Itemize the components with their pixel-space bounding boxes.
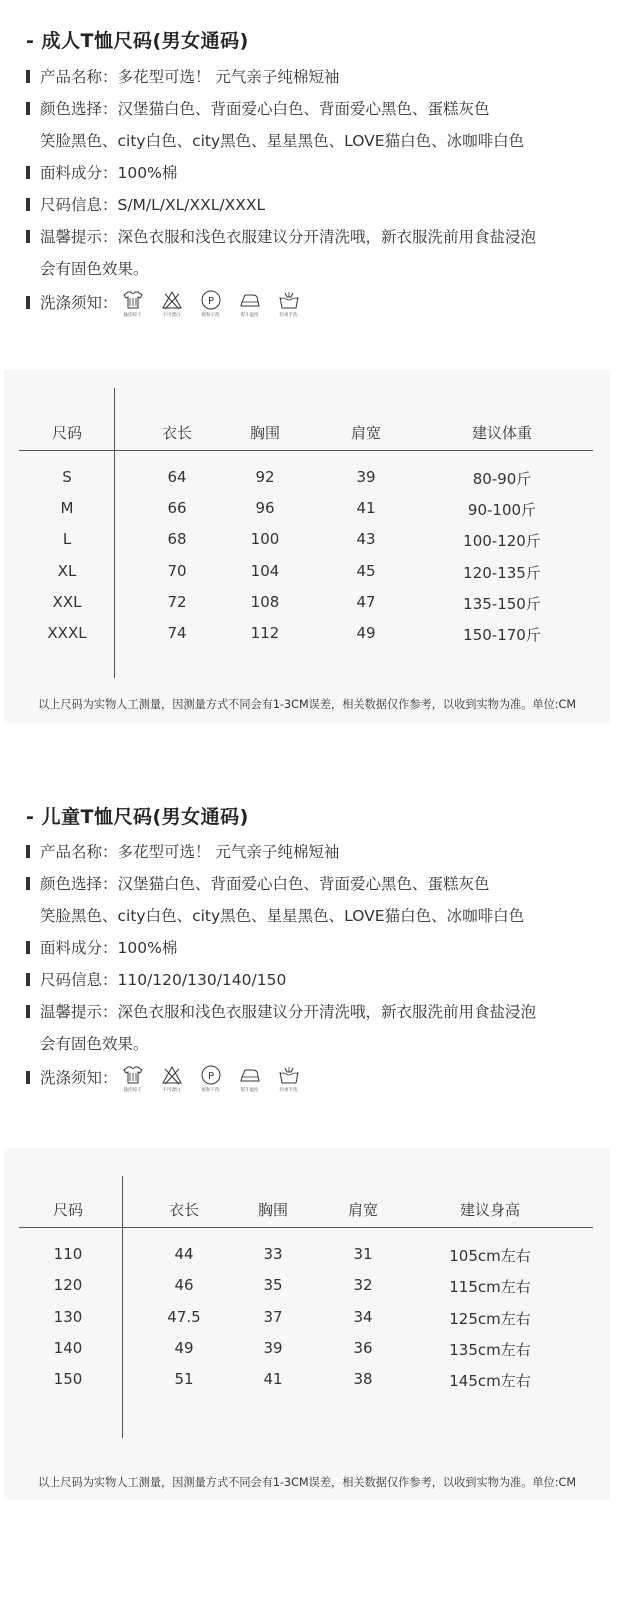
table-cell: 36: [353, 1339, 373, 1357]
adult-sizes: 尺码信息：S/M/L/XL/XXL/XXXL: [40, 196, 266, 214]
kids-care-label: 洗涤须知：: [40, 1069, 118, 1087]
table-cell: 35: [263, 1276, 283, 1294]
table-cell: 108: [250, 593, 280, 611]
care-caption: 轻柔手洗: [279, 1088, 298, 1093]
dry-clean-p-icon: [196, 289, 226, 318]
table-header-divider: [19, 450, 593, 451]
kids-colors-line2: 笑脸黑色、city白色、city黑色、星星黑色、LOVE猫白色、冰咖啡白色: [40, 907, 525, 925]
dry-clean-p-icon: [196, 1064, 226, 1093]
care-caption: 熨斗温度: [240, 1088, 259, 1093]
table-cell: 39: [263, 1339, 283, 1357]
care-caption: 缓和干洗: [201, 313, 220, 318]
kids-care-icons: [118, 1064, 304, 1093]
adult-product-name-row: [26, 61, 626, 93]
header-cell: 建议体重: [471, 424, 533, 442]
kids-tips-row: [26, 996, 626, 1028]
adult-tips-line1: 温馨提示：深色衣服和浅色衣服建议分开清洗哦，新衣服洗前用食盐浸泡: [40, 228, 537, 246]
table-cell: 140: [53, 1339, 83, 1357]
table-cell: 80-90斤: [472, 470, 532, 488]
table-cell: 135cm左右: [449, 1341, 531, 1359]
kids-info-list: [26, 836, 626, 1094]
table-cell: 104: [250, 562, 280, 580]
adult-measurement-note: 以上尺码为实物人工测量，因测量方式不同会有1-3CM误差，相关数据仅作参考，以收到实物为准。单位:CM: [37, 698, 577, 711]
iron-low-icon: [235, 1064, 265, 1093]
kids-tips-line1: 温馨提示：深色衣服和浅色衣服建议分开清洗哦，新衣服洗前用食盐浸泡: [40, 1003, 537, 1021]
table-cell: 150: [53, 1370, 83, 1388]
table-cell: L: [62, 530, 72, 548]
table-cell: 105cm左右: [449, 1247, 531, 1265]
table-cell: 41: [263, 1370, 283, 1388]
care-caption: 不可漂白: [162, 313, 181, 318]
table-cell: 45: [356, 562, 376, 580]
bullet-marker: [26, 941, 30, 954]
table-cell: 130: [53, 1308, 83, 1326]
table-cell: 64: [167, 468, 187, 486]
table-vertical-divider: [122, 1176, 123, 1438]
adult-info-list: [26, 61, 626, 319]
table-cell: 100: [250, 530, 280, 548]
adult-product-name: 产品名称：多花型可选！ 元气亲子纯棉短袖: [40, 68, 340, 86]
table-cell: 135-150斤: [463, 595, 541, 613]
adult-care-icons: [118, 289, 304, 318]
svg-text:P: P: [207, 1071, 214, 1082]
adult-fabric-row: [26, 157, 626, 189]
adult-colors-line2: 笑脸黑色、city白色、city黑色、星星黑色、LOVE猫白色、冰咖啡白色: [40, 132, 525, 150]
kids-measurement-note: 以上尺码为实物人工测量，因测量方式不同会有1-3CM误差，相关数据仅作参考，以收到实物为准。单位:CM: [37, 1476, 577, 1489]
care-caption: 缓和干洗: [201, 1088, 220, 1093]
adult-care-row: [26, 287, 626, 319]
header-cell: 胸围: [257, 1201, 289, 1219]
table-cell: 31: [353, 1245, 373, 1263]
hand-wash-icon: [274, 1064, 304, 1093]
kids-product-name: 产品名称：多花型可选！ 元气亲子纯棉短袖: [40, 843, 340, 861]
table-cell: 49: [356, 624, 376, 642]
header-cell: 尺码: [52, 1201, 84, 1219]
care-caption: 悬挂晾干: [123, 1088, 142, 1093]
kids-sizes: 尺码信息：110/120/130/140/150: [40, 971, 287, 989]
table-cell: 47.5: [167, 1308, 201, 1326]
adult-colors-row: [26, 93, 626, 125]
table-cell: 46: [174, 1276, 194, 1294]
table-cell: 110: [53, 1245, 83, 1263]
table-cell: 115cm左右: [449, 1278, 531, 1296]
adult-care-label: 洗涤须知：: [40, 294, 118, 312]
table-cell: 72: [167, 593, 187, 611]
kids-sizes-row: [26, 964, 626, 996]
bullet-marker: [26, 296, 30, 309]
table-cell: 33: [263, 1245, 283, 1263]
table-cell: 145cm左右: [449, 1372, 531, 1390]
table-cell: 120: [53, 1276, 83, 1294]
table-cell: XXL: [52, 593, 82, 611]
table-cell: 96: [255, 499, 275, 517]
no-bleach-icon: [157, 1064, 187, 1093]
adult-tips-row: [26, 221, 626, 253]
table-cell: XL: [57, 562, 77, 580]
adult-tips-line2: 会有固色效果。: [40, 260, 149, 278]
kids-product-name-row: [26, 836, 626, 868]
bullet-marker: [26, 166, 30, 179]
tshirt-hang-dry-icon: [118, 289, 148, 318]
table-cell: 49: [174, 1339, 194, 1357]
svg-text:P: P: [207, 296, 214, 307]
kids-size-table: [4, 1148, 610, 1500]
kids-colors-row: [26, 868, 626, 900]
header-cell: 肩宽: [350, 424, 382, 442]
care-caption: 悬挂晾干: [123, 313, 142, 318]
table-cell: 150-170斤: [463, 626, 541, 644]
table-cell: 51: [174, 1370, 194, 1388]
care-caption: 轻柔手洗: [279, 313, 298, 318]
bullet-marker: [26, 845, 30, 858]
kids-colors-line1: 颜色选择：汉堡猫白色、背面爱心白色、背面爱心黑色、蛋糕灰色: [40, 875, 490, 893]
table-cell: 43: [356, 530, 376, 548]
adult-colors-line1: 颜色选择：汉堡猫白色、背面爱心白色、背面爱心黑色、蛋糕灰色: [40, 100, 490, 118]
bullet-marker: [26, 1005, 30, 1018]
bullet-marker: [26, 973, 30, 986]
hand-wash-icon: [274, 289, 304, 318]
care-caption: 不可漂白: [162, 1088, 181, 1093]
table-cell: XXXL: [47, 624, 87, 642]
bullet-marker: [26, 198, 30, 211]
table-cell: 37: [263, 1308, 283, 1326]
table-cell: 120-135斤: [463, 564, 541, 582]
table-cell: 90-100斤: [467, 501, 537, 519]
kids-fabric-row: [26, 932, 626, 964]
care-caption: 熨斗温度: [240, 313, 259, 318]
bullet-marker: [26, 230, 30, 243]
header-cell: 衣长: [161, 424, 193, 442]
table-cell: S: [62, 468, 72, 486]
adult-sizes-row: [26, 189, 626, 221]
table-header-divider: [19, 1227, 593, 1228]
kids-fabric: 面料成分：100%棉: [40, 939, 178, 957]
header-cell: 建议身高: [459, 1201, 521, 1219]
table-cell: 38: [353, 1370, 373, 1388]
table-cell: 47: [356, 593, 376, 611]
kids-care-row: [26, 1062, 626, 1094]
table-cell: 100-120斤: [463, 532, 541, 550]
header-cell: 胸围: [249, 424, 281, 442]
table-cell: 70: [167, 562, 187, 580]
bullet-marker: [26, 70, 30, 83]
adult-size-table: [4, 370, 610, 723]
table-cell: 44: [174, 1245, 194, 1263]
table-cell: M: [60, 499, 74, 517]
header-cell: 肩宽: [347, 1201, 379, 1219]
kids-section-title: - 儿童T恤尺码(男女通码): [26, 806, 249, 828]
table-cell: 125cm左右: [449, 1310, 531, 1328]
table-cell: 112: [250, 624, 280, 642]
table-cell: 92: [255, 468, 275, 486]
bullet-marker: [26, 102, 30, 115]
bullet-marker: [26, 877, 30, 890]
table-cell: 68: [167, 530, 187, 548]
table-cell: 32: [353, 1276, 373, 1294]
table-cell: 74: [167, 624, 187, 642]
table-cell: 34: [353, 1308, 373, 1326]
table-cell: 39: [356, 468, 376, 486]
no-bleach-icon: [157, 289, 187, 318]
header-cell: 尺码: [51, 424, 83, 442]
tshirt-hang-dry-icon: [118, 1064, 148, 1093]
kids-tips-line2: 会有固色效果。: [40, 1035, 149, 1053]
adult-section-title: - 成人T恤尺码(男女通码): [26, 30, 249, 52]
table-cell: 66: [167, 499, 187, 517]
bullet-marker: [26, 1071, 30, 1084]
iron-low-icon: [235, 289, 265, 318]
header-cell: 衣长: [168, 1201, 200, 1219]
adult-fabric: 面料成分：100%棉: [40, 164, 178, 182]
table-cell: 41: [356, 499, 376, 517]
table-vertical-divider: [114, 388, 115, 678]
